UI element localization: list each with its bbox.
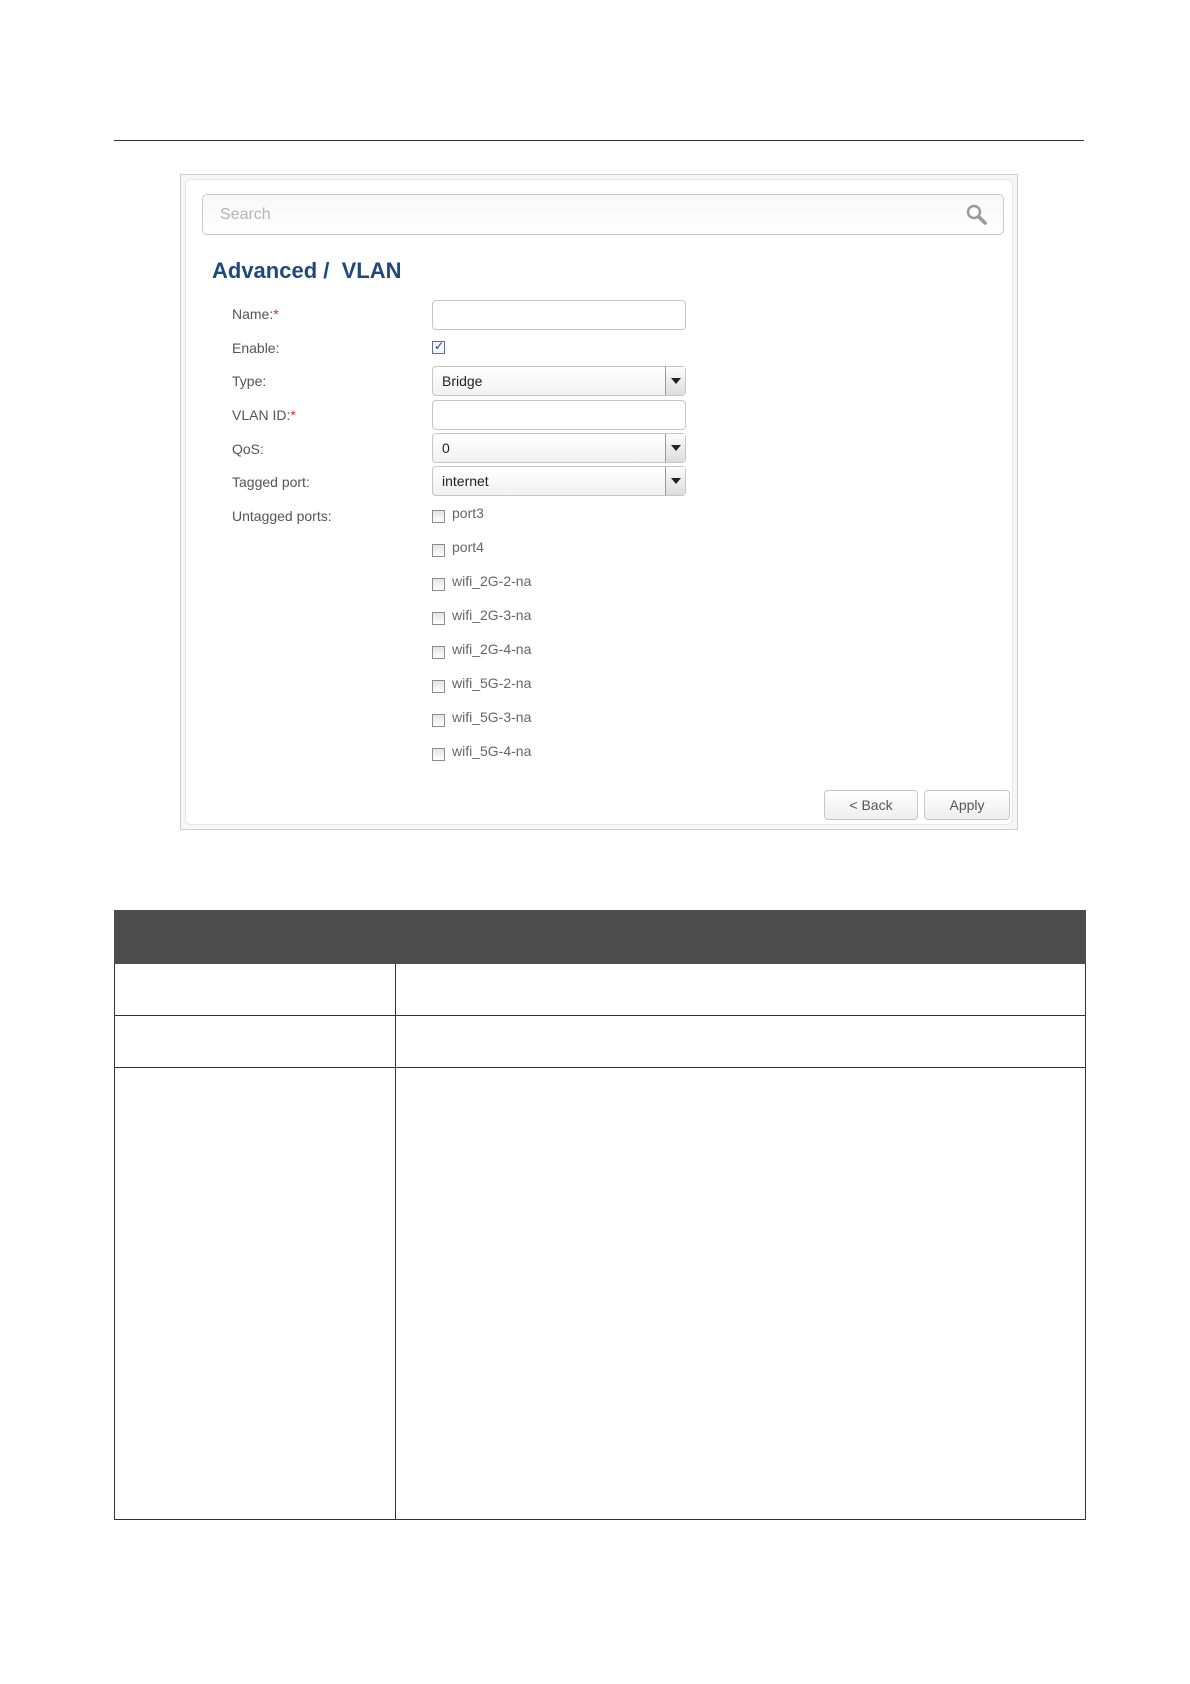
search-input[interactable] — [203, 195, 943, 234]
page-title: Advanced / VLAN — [212, 258, 402, 283]
tagged-port-select-value: internet — [442, 473, 489, 489]
header-rule — [114, 140, 1084, 141]
name-field[interactable] — [432, 300, 686, 330]
vlan-id-field[interactable] — [432, 400, 686, 430]
search-icon[interactable] — [965, 203, 989, 227]
vlan-panel — [185, 179, 1013, 825]
table-cell — [115, 1016, 396, 1068]
apply-button[interactable]: Apply — [924, 790, 1010, 820]
name-required-mark: * — [273, 306, 279, 322]
tagged-port-label: Tagged port: — [232, 474, 310, 490]
chevron-down-icon[interactable] — [665, 434, 685, 462]
table-cell — [396, 1068, 1086, 1520]
wifi-2g-4-label: wifi_2G-4-na — [452, 641, 532, 657]
enable-checkbox[interactable] — [432, 341, 445, 354]
back-button[interactable]: < Back — [824, 790, 918, 820]
table-header — [115, 911, 1086, 964]
wifi-2g-2-label: wifi_2G-2-na — [452, 573, 532, 589]
wifi-5g-4-label: wifi_5G-4-na — [452, 743, 532, 759]
qos-select-value: 0 — [442, 440, 450, 456]
wifi-5g-3-label: wifi_5G-3-na — [452, 709, 532, 725]
vlan-screenshot — [180, 174, 1018, 830]
chevron-down-icon[interactable] — [665, 467, 685, 495]
table-row — [115, 1016, 1086, 1068]
wifi-2g-4-checkbox[interactable] — [432, 646, 445, 659]
table-cell — [396, 1016, 1086, 1068]
wifi-2g-3-checkbox[interactable] — [432, 612, 445, 625]
description-table — [114, 910, 1086, 1520]
qos-select[interactable] — [432, 433, 686, 463]
type-select[interactable] — [432, 366, 686, 396]
wifi-5g-2-label: wifi_5G-2-na — [452, 675, 532, 691]
port4-checkbox[interactable] — [432, 544, 445, 557]
vlan-id-label — [232, 407, 296, 423]
wifi-2g-3-label: wifi_2G-3-na — [452, 607, 532, 623]
wifi-5g-4-checkbox[interactable] — [432, 748, 445, 761]
qos-label: QoS: — [232, 441, 264, 457]
port3-checkbox[interactable] — [432, 510, 445, 523]
port3-label: port3 — [452, 505, 484, 521]
tagged-port-select[interactable] — [432, 466, 686, 496]
wifi-5g-3-checkbox[interactable] — [432, 714, 445, 727]
type-label: Type: — [232, 373, 267, 389]
vlan-id-label-text: VLAN ID: — [232, 407, 291, 423]
table-cell — [396, 964, 1086, 1016]
untagged-ports-label: Untagged ports: — [232, 508, 332, 524]
wifi-5g-2-checkbox[interactable] — [432, 680, 445, 693]
name-label — [232, 306, 279, 322]
table-row — [115, 964, 1086, 1016]
port4-label: port4 — [452, 539, 484, 555]
table-cell — [115, 964, 396, 1016]
checkmark-icon: ✓ — [434, 339, 445, 353]
wifi-2g-2-checkbox[interactable] — [432, 578, 445, 591]
name-label-text: Name: — [232, 306, 274, 322]
table-cell — [115, 1068, 396, 1520]
table-row — [115, 1068, 1086, 1520]
search-box[interactable] — [202, 194, 1004, 235]
table-header-row — [115, 911, 1086, 964]
type-select-value: Bridge — [442, 373, 483, 389]
enable-label: Enable: — [232, 340, 280, 356]
chevron-down-icon[interactable] — [665, 367, 685, 395]
vlan-id-required-mark: * — [290, 407, 296, 423]
